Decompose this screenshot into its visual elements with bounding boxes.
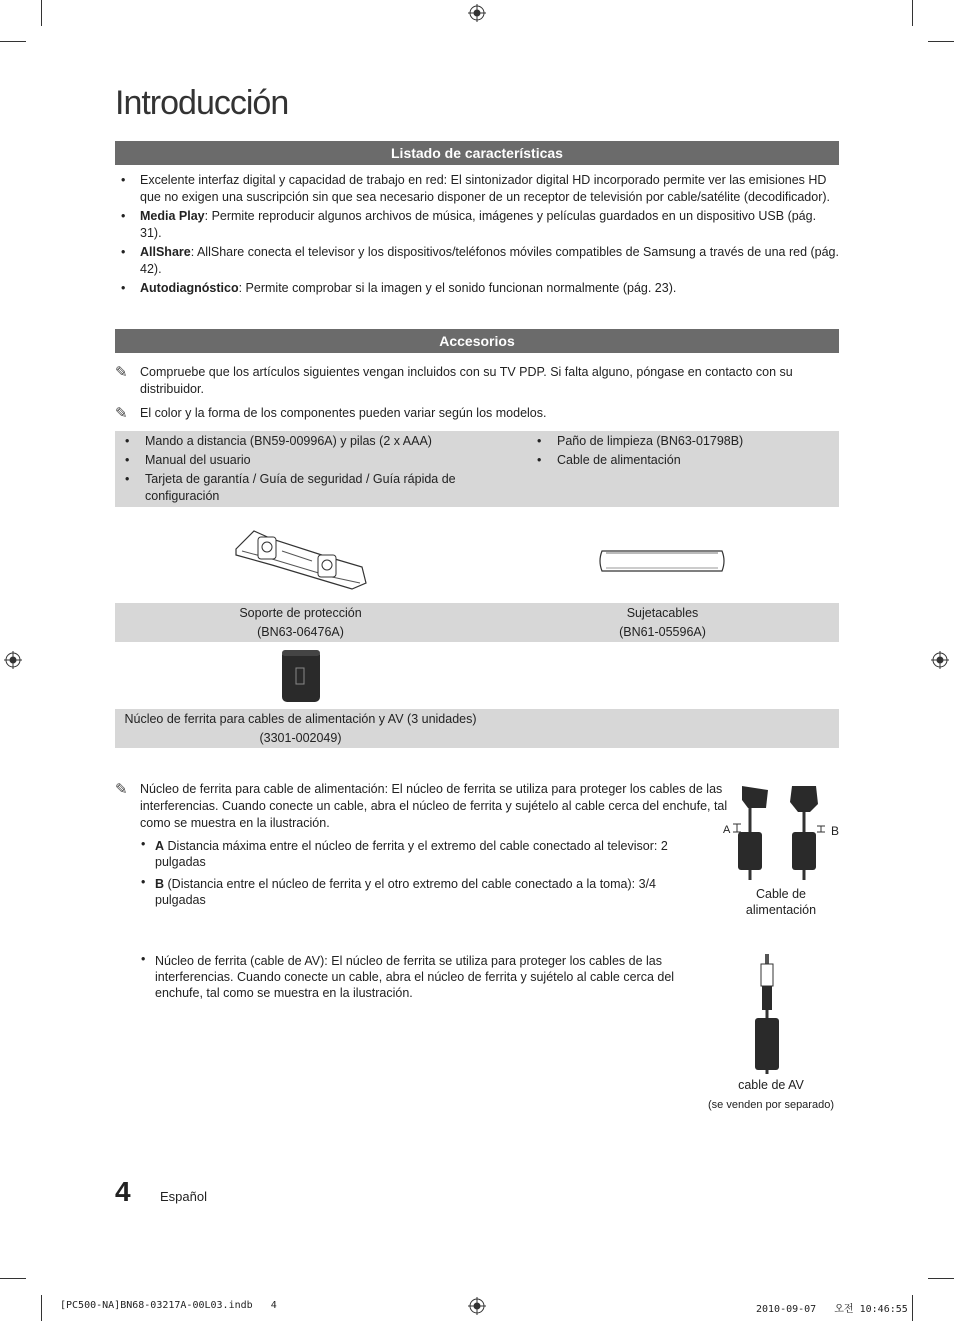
list-item: • Excelente interfaz digital y capacidad de trabajo en red: El sintonizador digital HD incorporado permite ver las emisiones HD que no exigen una suscripción sin que sea necesario disponer de un receptor de televisión por cable/satélite (decodificador). xyxy=(115,172,839,206)
file-info: [PC500-NA]BN68-03217A-00L03.indb 4 xyxy=(60,1300,277,1311)
accessory-list-box xyxy=(115,431,839,507)
av-note-list xyxy=(140,953,705,1001)
note: ✎ El color y la forma de los componentes pueden variar según los modelos. xyxy=(115,405,547,422)
ferrite-core-caption: Núcleo de ferrita para cables de alimentación y AV (3 unidades) (3301-002049) xyxy=(124,712,477,745)
list-item: • Núcleo de ferrita (cable de AV): El núcleo de ferrita se utiliza para proteger los cables de las interferencias. Cuando conecte un cable, abra el núcleo de ferrita y sujételo al cable cerca del enchufe, tal como se muestra en la ilustración. xyxy=(140,953,705,1001)
accessory-list-right xyxy=(527,433,827,471)
ferrite-core-illustration xyxy=(280,648,322,704)
registration-mark-icon xyxy=(4,651,22,669)
cable-tie-caption: Sujetacables (BN61-05596A) xyxy=(619,606,706,639)
list-item: • Autodiagnóstico: Permite comprobar si la imagen y el sonido funcionan normalmente (pág. 23). xyxy=(115,280,839,297)
av-cable-caption: cable de AV xyxy=(738,1078,804,1092)
holder-wire-illustration xyxy=(232,527,370,593)
list-item: • Tarjeta de garantía / Guía de seguridad / Guía rápida de configuración xyxy=(115,471,485,505)
cable-tie-illustration xyxy=(596,547,728,575)
page-number: 4 xyxy=(115,1176,131,1207)
list-item: • A Distancia máxima entre el núcleo de ferrita y el extremo del cable conectado al televisor: 2 pulgadas xyxy=(140,838,690,870)
label-b: B xyxy=(831,824,840,838)
crop-mark xyxy=(41,1295,42,1321)
crop-mark xyxy=(0,1278,26,1279)
features-list xyxy=(115,172,839,299)
list-item: • Paño de limpieza (BN63-01798B) xyxy=(527,433,827,450)
label-a: A xyxy=(723,824,731,836)
power-cable-caption: Cable de alimentación xyxy=(745,887,817,917)
crop-mark xyxy=(928,41,954,42)
pencil-icon: ✎ xyxy=(115,781,128,798)
features-header: Listado de características xyxy=(115,141,839,165)
pencil-icon: ✎ xyxy=(115,364,128,381)
crop-mark xyxy=(912,0,913,26)
accessories-header: Accesorios xyxy=(115,329,839,353)
print-date: 2010-09-07 오전 10:46:55 xyxy=(756,1304,908,1315)
registration-mark-icon xyxy=(468,4,486,22)
list-item: • Mando a distancia (BN59-00996A) y pilas (2 x AAA) xyxy=(115,433,485,450)
registration-mark-icon xyxy=(468,1297,486,1315)
page-language: Español xyxy=(160,1189,207,1204)
av-cable-illustration xyxy=(750,952,784,1076)
pencil-icon: ✎ xyxy=(115,405,128,422)
av-cable-subcaption: (se venden por separado) xyxy=(708,1099,834,1111)
accessory-list-left xyxy=(115,433,485,507)
page-title: Introducción xyxy=(115,84,289,122)
list-item: • Media Play: Permite reproducir algunos archivos de música, imágenes y películas guardados en un dispositivo USB (pág. 31). xyxy=(115,208,839,242)
holder-wire-caption: Soporte de protección (BN63-06476A) xyxy=(239,606,362,639)
note: ✎ Compruebe que los artículos siguientes vengan incluidos con su TV PDP. Si falta alguno, póngase en contacto con su distribuidor. xyxy=(115,364,793,396)
crop-mark xyxy=(928,1278,954,1279)
list-item: • Manual del usuario xyxy=(115,452,485,469)
crop-mark xyxy=(0,41,26,42)
list-item: • AllShare: AllShare conecta el televisor y los dispositivos/teléfonos móviles compatibles de Samsung a través de una red (pág. 42). xyxy=(115,244,839,278)
crop-mark xyxy=(912,1295,913,1321)
note: ✎ Núcleo de ferrita para cable de alimentación: El núcleo de ferrita se utiliza para proteger los cables de las interferencias. Cuando conecte un cable, abra el núcleo de ferrita y sujételo al cable cerca del enchufe, tal como se muestra en la ilustración. xyxy=(115,781,728,830)
list-item: • B (Distancia entre el núcleo de ferrita y el otro extremo del cable conectado a la toma): 3/4 pulgadas xyxy=(140,876,690,908)
registration-mark-icon xyxy=(931,651,949,669)
crop-mark xyxy=(41,0,42,26)
list-item: • Cable de alimentación xyxy=(527,452,827,469)
power-cable-illustration xyxy=(720,782,846,880)
distance-list xyxy=(140,838,690,908)
